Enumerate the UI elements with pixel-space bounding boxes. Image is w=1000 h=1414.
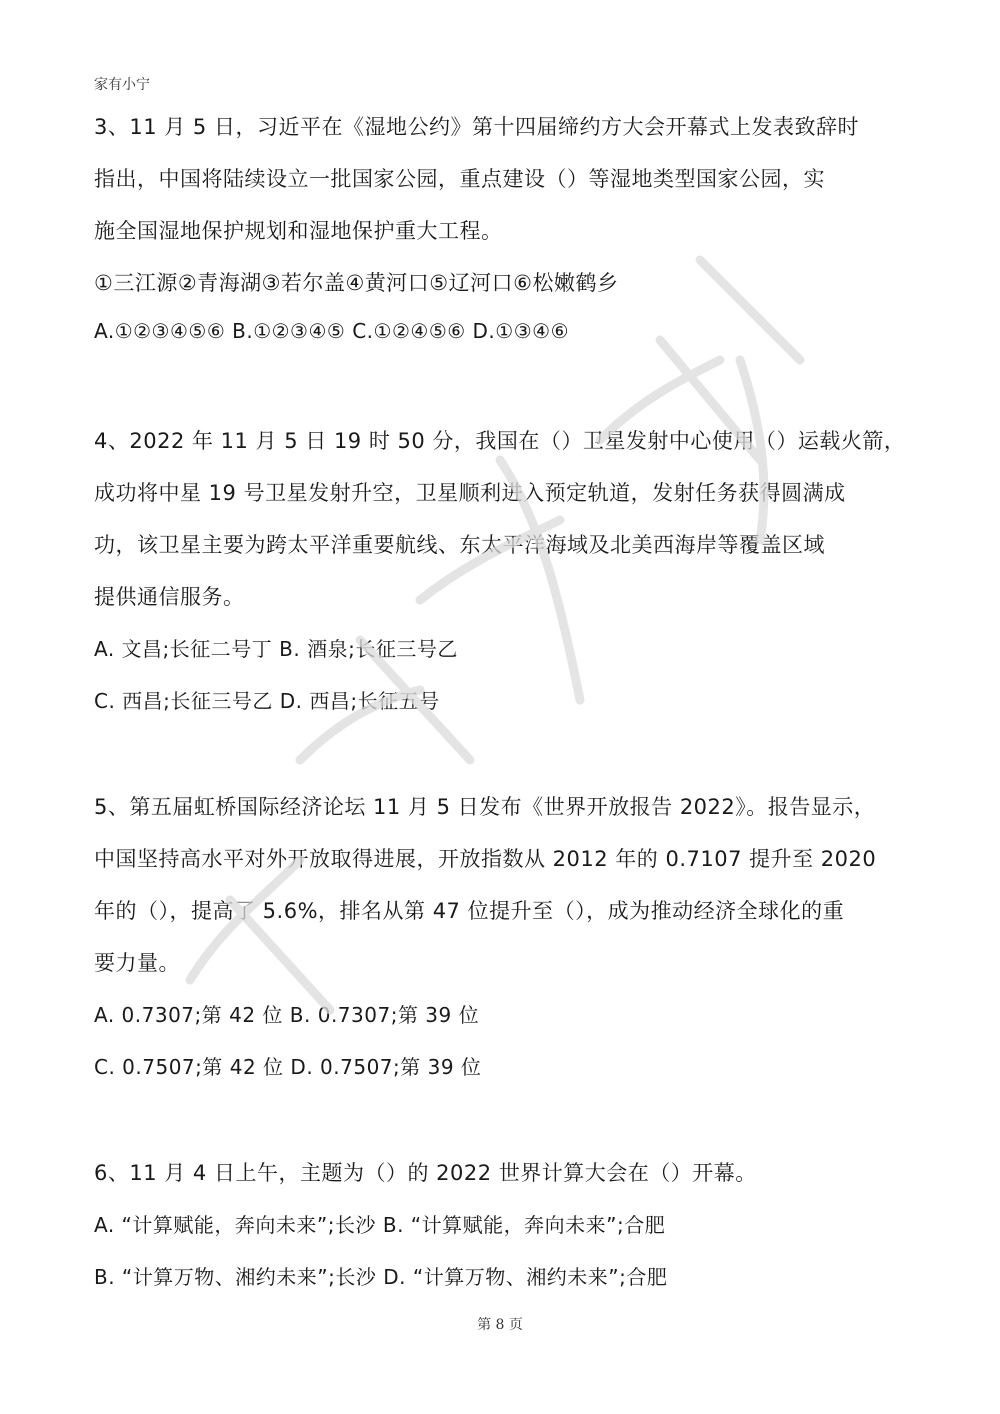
question-4-line-2: 成功将中星 19 号卫星发射升空，卫星顺利进入预定轨道，发射任务获得圆满成: [94, 481, 846, 505]
question-4-line-4: 提供通信服务。: [94, 585, 245, 609]
question-3-line-1: 3、11 月 5 日，习近平在《湿地公约》第十四届缔约方大会开幕式上发表致辞时: [94, 115, 859, 139]
question-4-line-1: 4、2022 年 11 月 5 日 19 时 50 分，我国在（）卫星发射中心使用（）运载火箭，: [94, 429, 906, 453]
question-3-line-3: 施全国湿地保护规划和湿地保护重大工程。: [94, 219, 503, 243]
question-3-line-4: ①三江源②青海湖③若尔盖④黄河口⑤辽河口⑥松嫩鹤乡: [94, 271, 619, 295]
question-3-options: A.①②③④⑤⑥ B.①②③④⑤ C.①②④⑤⑥ D.①③④⑥: [94, 319, 570, 343]
question-6-options-2: B. “计算万物、湘约未来”;长沙 D. “计算万物、湘约未来”;合肥: [94, 1265, 668, 1289]
question-5-line-3: 年的（），提高了 5.6%，排名从第 47 位提升至（），成为推动经济全球化的重: [94, 899, 845, 923]
question-5-line-1: 5、第五届虹桥国际经济论坛 11 月 5 日发布《世界开放报告 2022》。报告显示，: [94, 795, 876, 819]
question-4-options-2: C. 西昌;长征三号乙 D. 西昌;长征五号: [94, 689, 440, 713]
question-4-options-1: A. 文昌;长征二号丁 B. 酒泉;长征三号乙: [94, 637, 458, 661]
question-5-line-2: 中国坚持高水平对外开放取得进展，开放指数从 2012 年的 0.7107 提升至 2020: [94, 847, 877, 871]
question-4-line-3: 功，该卫星主要为跨太平洋重要航线、东太平洋海域及北美西海岸等覆盖区域: [94, 533, 825, 557]
question-5-options-2: C. 0.7507;第 42 位 D. 0.7507;第 39 位: [94, 1055, 482, 1079]
question-5-line-4: 要力量。: [94, 951, 180, 975]
question-6-line-1: 6、11 月 4 日上午，主题为（）的 2022 世界计算大会在（）开幕。: [94, 1161, 757, 1185]
page-number: 第 8 页: [477, 1317, 523, 1333]
header-source-label: 家有小宁: [94, 77, 150, 93]
question-5-options-1: A. 0.7307;第 42 位 B. 0.7307;第 39 位: [94, 1003, 480, 1027]
question-3-line-2: 指出，中国将陆续设立一批国家公园，重点建设（）等湿地类型国家公园，实: [94, 167, 825, 191]
question-6-options-1: A. “计算赋能，奔向未来”;长沙 B. “计算赋能，奔向未来”;合肥: [94, 1213, 666, 1237]
